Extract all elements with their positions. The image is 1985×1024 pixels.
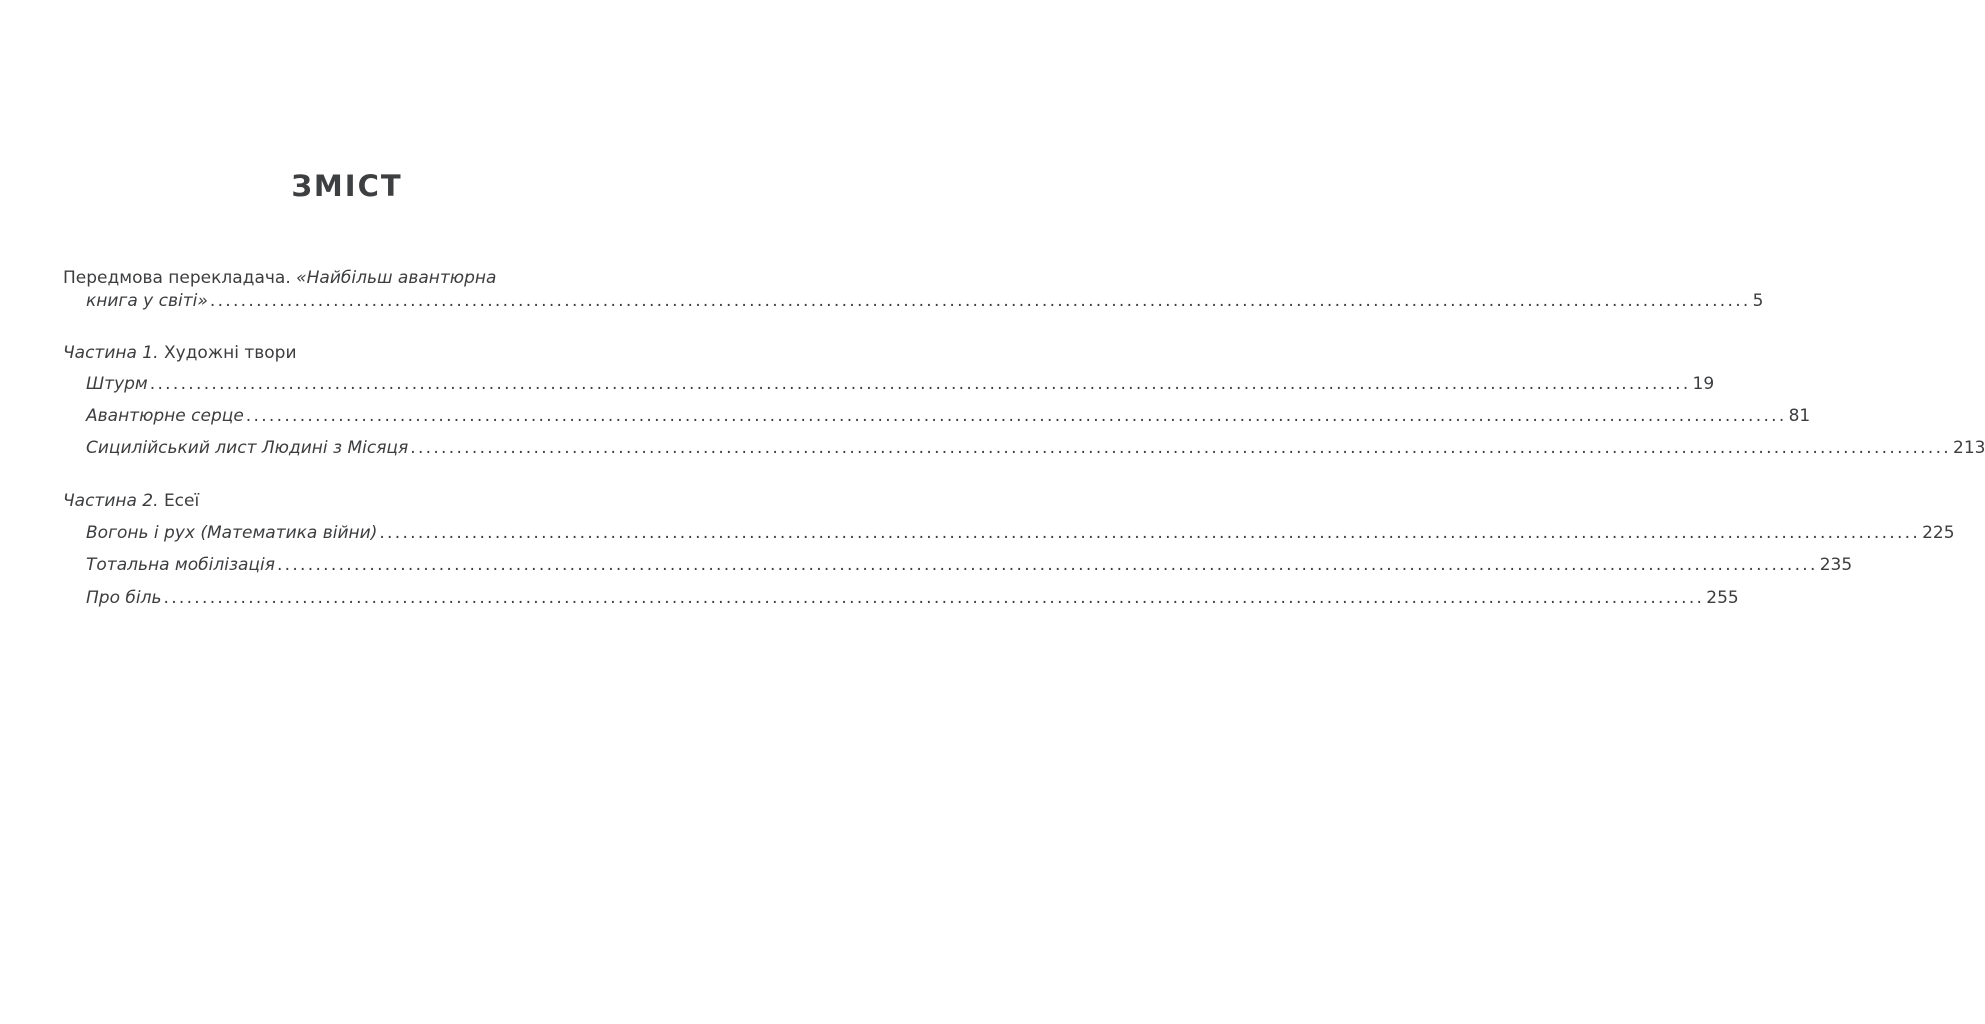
part-name: Художні твори <box>163 343 297 363</box>
toc-entry[interactable] <box>86 554 1853 576</box>
page-number: 255 <box>1706 588 1739 608</box>
leader-dots: ........................................................................................................................................................................................................ <box>209 291 1751 311</box>
page-number: 19 <box>1692 374 1715 394</box>
page-number: 225 <box>1922 523 1955 543</box>
page-number: 213 <box>1953 438 1985 458</box>
entry-title: Про біль <box>86 588 162 608</box>
preface-title-line1: «Найбільш авантюрна <box>296 268 497 288</box>
leader-dots: ........................................................................................................................................................................................................ <box>163 588 1705 608</box>
toc-title: ЗМІСТ <box>291 169 403 203</box>
entry-title: Сицилійський лист Людині з Місяця <box>86 438 409 458</box>
leader-dots: ........................................................................................................................................................................................................ <box>276 555 1818 575</box>
toc-entry[interactable] <box>86 373 1715 395</box>
entry-title: Тотальна мобілізація <box>86 555 275 575</box>
leader-dots: ........................................................................................................................................................................................................ <box>149 374 1691 394</box>
toc-entry[interactable] <box>86 437 1985 459</box>
leader-dots: ........................................................................................................................................................................................................ <box>245 406 1787 426</box>
part-label: Частина 1. <box>63 343 159 363</box>
part-name: Есеї <box>163 491 200 511</box>
entry-title: Штурм <box>86 374 148 394</box>
part-heading-2[interactable] <box>63 490 199 512</box>
leader-dots: ........................................................................................................................................................................................................ <box>410 438 1951 458</box>
page-number: 235 <box>1819 555 1853 575</box>
page-number: 5 <box>1752 291 1764 311</box>
preface-label: Передмова перекладача. <box>63 268 291 288</box>
part-label: Частина 2. <box>63 491 159 511</box>
toc-entry-preface-line1[interactable] <box>63 267 496 289</box>
toc-entry[interactable] <box>86 522 1955 544</box>
entry-title: Вогонь і рух (Математика війни) <box>86 523 378 543</box>
toc-entry-preface-line2[interactable] <box>86 290 1764 312</box>
part-heading-1[interactable] <box>63 342 297 364</box>
entry-title: Авантюрне серце <box>86 406 244 426</box>
toc-entry[interactable] <box>86 587 1739 609</box>
preface-title-line2: книга у світі» <box>86 291 208 311</box>
page-number: 81 <box>1788 406 1811 426</box>
toc-entry[interactable] <box>86 405 1811 427</box>
leader-dots: ........................................................................................................................................................................................................ <box>379 523 1921 543</box>
